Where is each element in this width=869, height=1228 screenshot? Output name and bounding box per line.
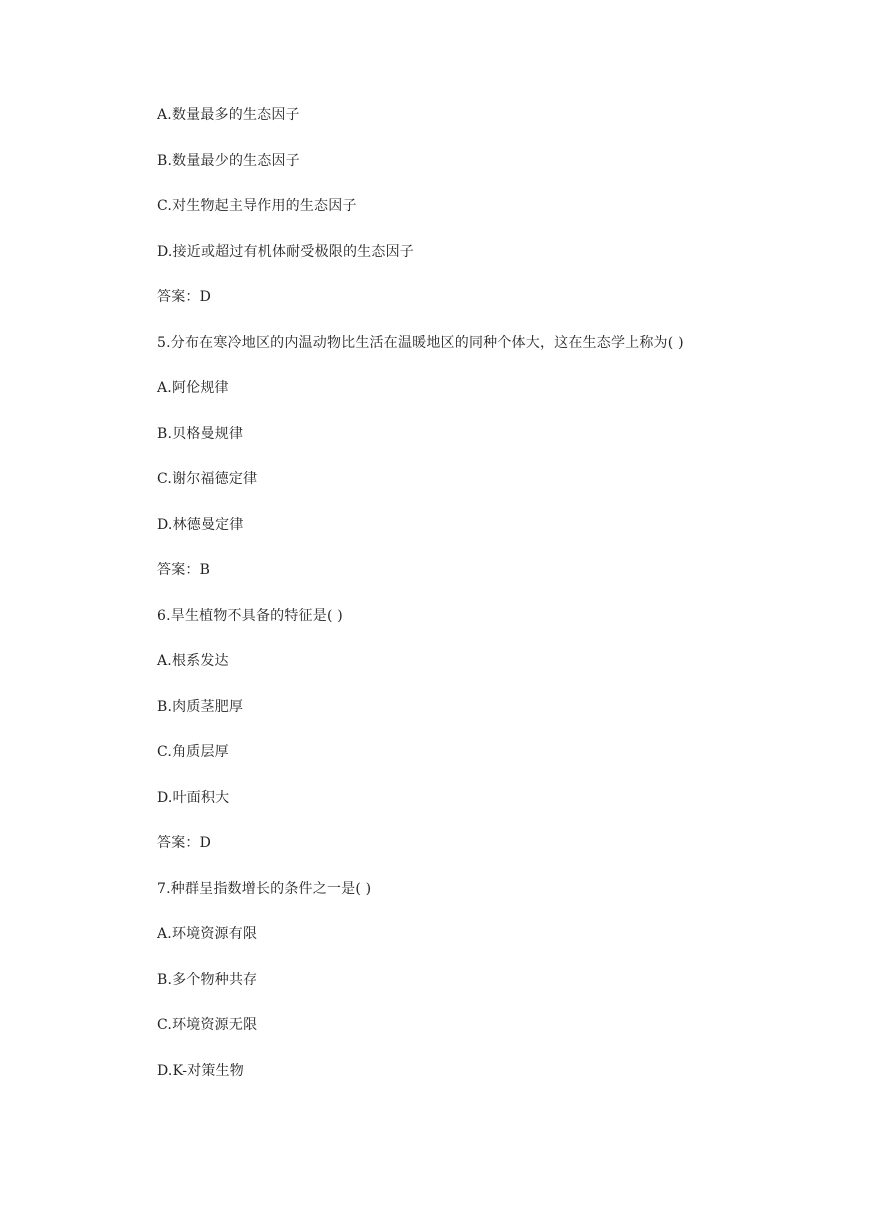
q5-answer: 答案：B	[157, 562, 211, 578]
q6-question: 6.旱生植物不具备的特征是( )	[157, 608, 343, 624]
q4-option-a: A.数量最多的生态因子	[157, 107, 300, 123]
q5-question: 5.分布在寒冷地区的内温动物比生活在温暖地区的同种个体大，这在生态学上称为( )	[157, 335, 684, 351]
q6-option-a: A.根系发达	[157, 653, 229, 669]
q7-option-b: B.多个物种共存	[157, 972, 258, 988]
q6-option-b: B.肉质茎肥厚	[157, 699, 244, 715]
q5-option-d: D.林德曼定律	[157, 517, 244, 533]
q4-option-b: B.数量最少的生态因子	[157, 153, 300, 169]
q5-option-b: B.贝格曼规律	[157, 426, 244, 442]
q5-option-a: A.阿伦规律	[157, 380, 229, 396]
q5-option-c: C.谢尔福德定律	[157, 471, 258, 487]
q7-option-a: A.环境资源有限	[157, 926, 258, 942]
q7-option-c: C.环境资源无限	[157, 1017, 258, 1033]
q7-question: 7.种群呈指数增长的条件之一是( )	[157, 881, 372, 897]
q7-option-d: D.K-对策生物	[157, 1063, 244, 1079]
q6-option-c: C.角质层厚	[157, 744, 229, 760]
q6-option-d: D.叶面积大	[157, 790, 230, 806]
q4-option-c: C.对生物起主导作用的生态因子	[157, 198, 357, 214]
q4-option-d: D.接近或超过有机体耐受极限的生态因子	[157, 244, 414, 260]
q4-answer: 答案：D	[157, 289, 212, 305]
q6-answer: 答案：D	[157, 835, 212, 851]
